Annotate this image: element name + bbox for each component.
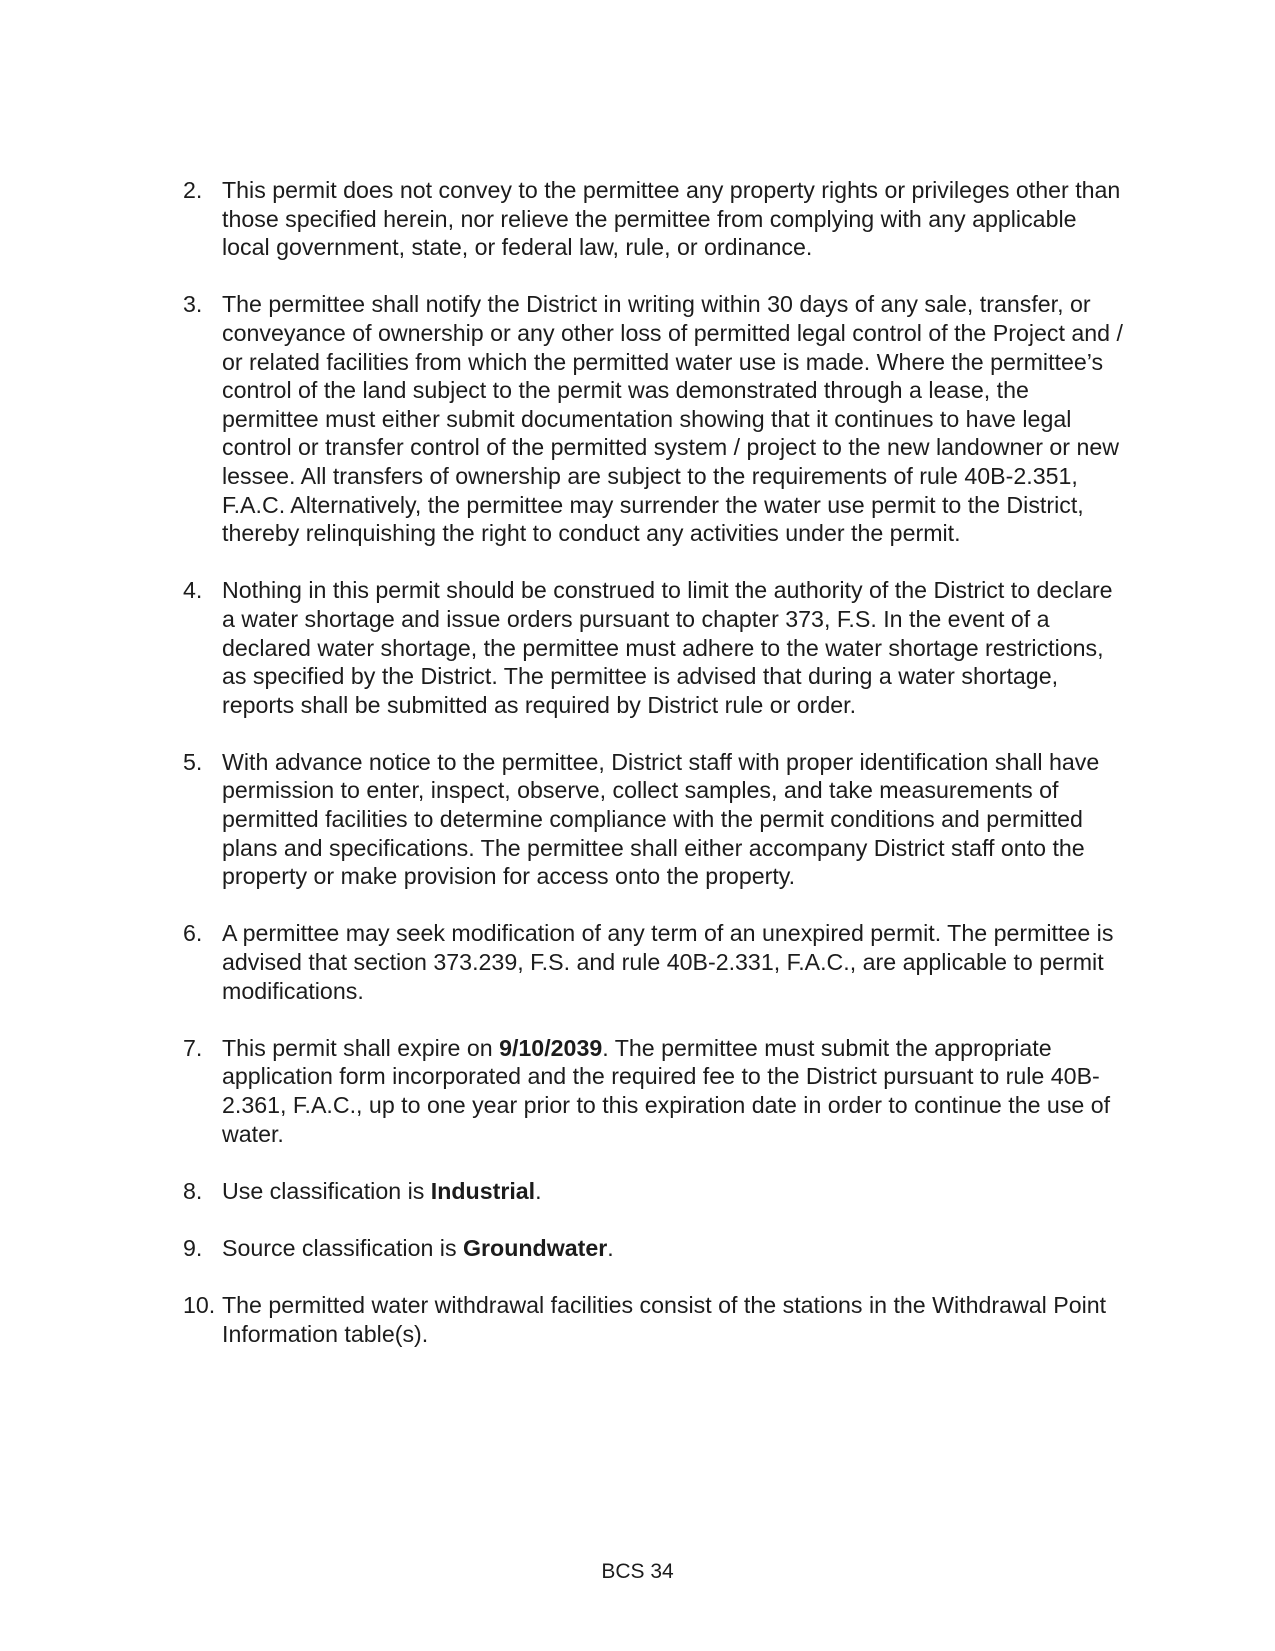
condition-text: A permittee may seek modification of any term of an unexpired permit. The permittee is advised that section 373.239, F.S. and rule 40B-2.331, F.A.C., are applicable to permit modifications. bbox=[222, 920, 1114, 1004]
condition-text: . bbox=[607, 1234, 614, 1261]
condition-text: The permitted water withdrawal facilities consist of the stations in the Withdrawal Point Information table(s). bbox=[222, 1292, 1107, 1347]
expiration-date: 9/10/2039 bbox=[499, 1034, 603, 1061]
condition-text: This permit does not convey to the permittee any property rights or privileges other than those specified herein, nor relieve the permittee from complying with any applicable local government, state, or federal law, rule, or ordinance. bbox=[222, 177, 1121, 261]
condition-item bbox=[183, 919, 1123, 1005]
condition-item bbox=[183, 290, 1123, 547]
condition-item bbox=[183, 1234, 1123, 1263]
condition-number: 7. bbox=[183, 1034, 203, 1061]
page-number-label: BCS 34 bbox=[601, 1560, 674, 1583]
condition-item bbox=[183, 576, 1123, 719]
page-footer bbox=[0, 1559, 1275, 1585]
condition-text: With advance notice to the permittee, District staff with proper identification shall have permission to enter, inspect, observe, collect samples, and take measurements of permitted facilities to determine compliance with the permit conditions and permitted plans and specifications. The permittee shall either accompany District staff onto the property or make provision for access onto the property. bbox=[222, 748, 1100, 890]
condition-item bbox=[183, 176, 1123, 262]
condition-number: 5. bbox=[183, 748, 203, 775]
condition-number: 9. bbox=[183, 1234, 203, 1261]
condition-text: . The permittee must submit the appropriate application form incorporated and the required fee to the District pursuant to rule 40B-2.361, F.A.C., up to one year prior to this expiration date in order to continue the use of water. bbox=[222, 1034, 1111, 1147]
condition-text: This permit shall expire on bbox=[222, 1034, 500, 1061]
permit-conditions-list bbox=[183, 176, 1123, 1377]
use-classification-value: Industrial bbox=[430, 1177, 536, 1204]
source-classification-value: Groundwater bbox=[463, 1234, 608, 1261]
condition-text: Source classification is bbox=[222, 1234, 463, 1261]
condition-text: Nothing in this permit should be construed to limit the authority of the District to declare a water shortage and issue orders pursuant to chapter 373, F.S. In the event of a declared water shortage, the permittee must adhere to the water shortage restrictions, as specified by the District. The permittee is advised that during a water shortage, reports shall be submitted as required by District rule or order. bbox=[222, 577, 1113, 718]
condition-number: 6. bbox=[183, 920, 203, 947]
condition-item bbox=[183, 1034, 1123, 1148]
condition-item bbox=[183, 1177, 1123, 1206]
condition-text: Use classification is bbox=[222, 1177, 431, 1204]
condition-item bbox=[183, 1291, 1123, 1348]
condition-number: 3. bbox=[183, 291, 203, 318]
condition-number: 8. bbox=[183, 1177, 203, 1204]
condition-number: 10. bbox=[183, 1292, 216, 1319]
condition-number: 2. bbox=[183, 177, 203, 203]
condition-number: 4. bbox=[183, 577, 203, 604]
condition-text: The permittee shall notify the District in writing within 30 days of any sale, transfer, or conveyance of ownership or any other loss of permitted legal control of the Project and / or related facilities from which the permitted water use is made. Where the permittee’s control of the land subject to the permit was demonstrated through a lease, the permittee must either submit documentation showing that it continues to have legal control or transfer control of the permitted system / project to the new landowner or new lessee. All transfers of ownership are subject to the requirements of rule 40B-2.351, F.A.C. Alternatively, the permittee may surrender the water use permit to the District, thereby relinquishing the right to conduct any activities under the permit. bbox=[222, 291, 1123, 547]
condition-item bbox=[183, 748, 1123, 891]
condition-text: . bbox=[535, 1177, 542, 1204]
